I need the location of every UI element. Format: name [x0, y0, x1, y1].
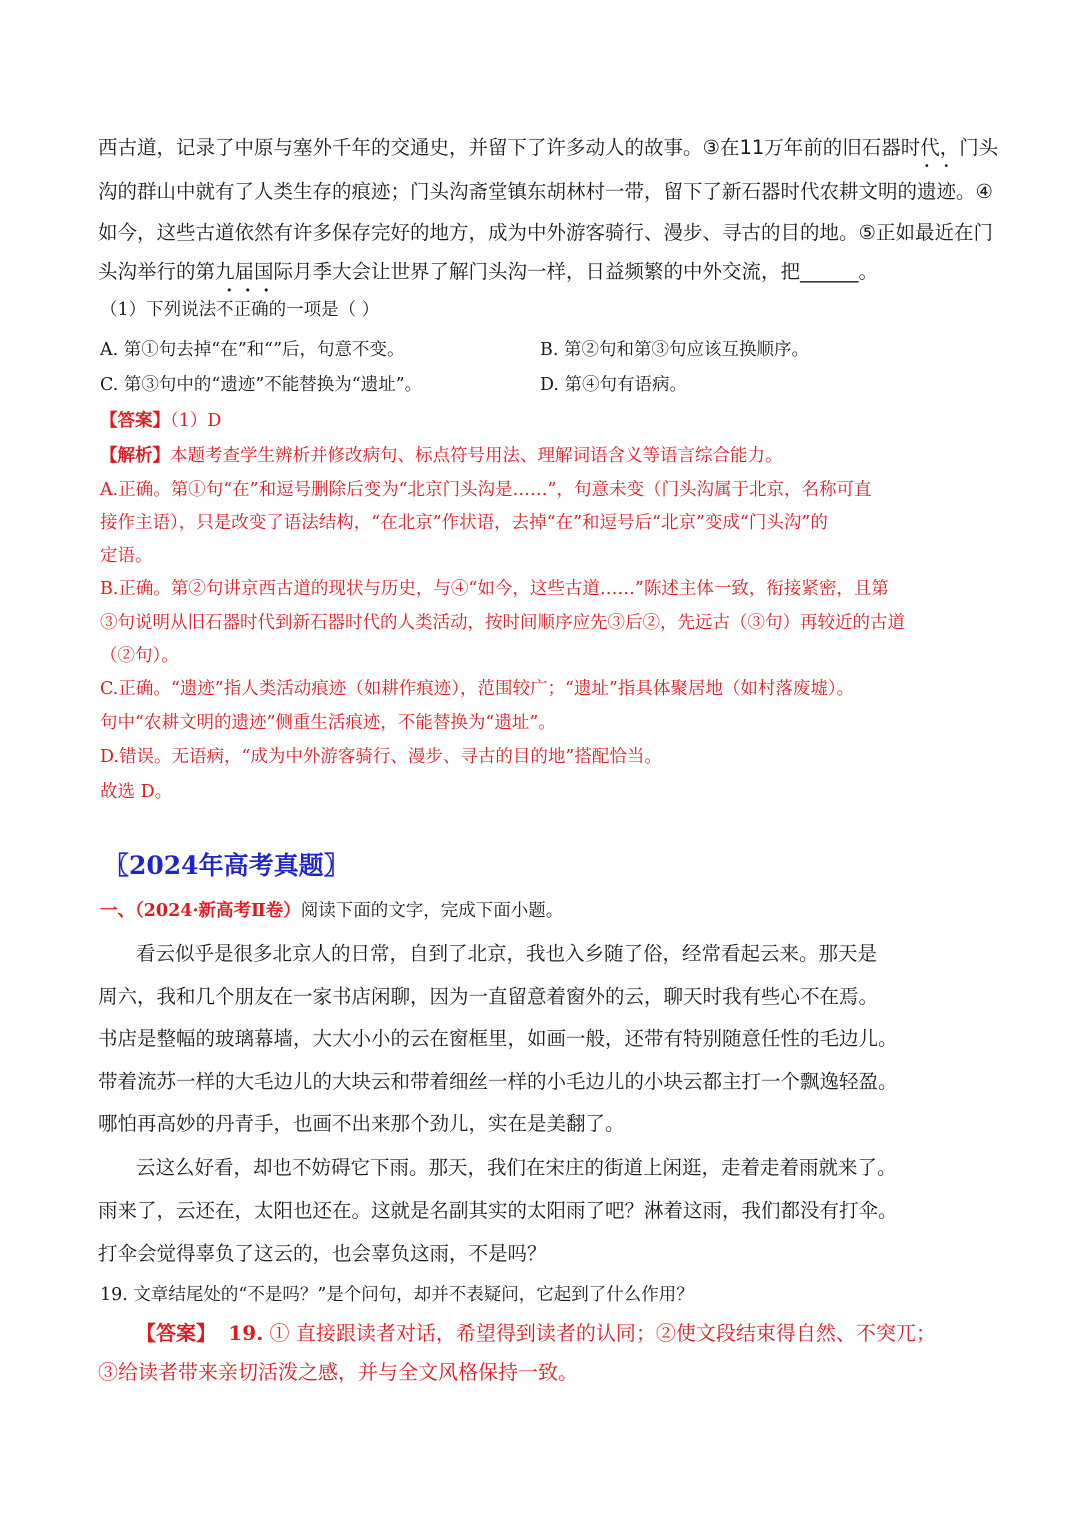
passage-line: 书店是整幅的玻璃幕墙，大大小小的云在窗框里，如画一般，还带有特别随意任性的毛边儿。	[98, 1027, 898, 1050]
passage-text: 沟的群山中就有了人类生存的痕迹；门头沟斋堂镇东胡林村一带，留下了新石器时代农耕文明的	[98, 180, 918, 203]
answer-label: 【答案】	[136, 1321, 216, 1345]
option-c: C. 第③句中的“遗迹”不能替换为“遗址”。	[100, 375, 423, 395]
emphasis-char: 遗	[917, 180, 937, 203]
answer-line	[100, 407, 221, 432]
question-source: （2024·新高考Ⅱ卷）	[135, 901, 301, 921]
answer-19-line: ③给读者带来亲切活泼之感，并与全文风格保持一致。	[98, 1360, 578, 1384]
passage-line: 西古道，记录了中原与塞外千年的交通史，并留下了许多动人的故事。③在11万年前的旧石器时代，门头	[98, 136, 999, 159]
passage-line	[98, 176, 993, 204]
answer-text: （1）D	[170, 411, 222, 431]
answer-19-line	[136, 1317, 936, 1346]
passage-line: 周六，我和几个朋友在一家书店闲聊，因为一直留意着窗外的云，聊天时我有些心不在焉。	[98, 985, 879, 1008]
analysis-line: C.正确。“遗迹”指人类活动痕迹（如耕作痕迹），范围较广；“遗址”指具体聚居地（如村落废墟）。	[100, 679, 855, 699]
question-number: 一、	[100, 901, 135, 921]
analysis-line: 句中“农耕文明的遗迹”侧重生活痕迹，不能替换为“遗址”。	[100, 713, 556, 733]
answer-number: 19.	[228, 1321, 264, 1345]
question-stem: （1）下列说法不正确的一项是（ ）	[100, 300, 380, 320]
analysis-line: 定语。	[100, 546, 153, 566]
analysis-line: B.正确。第②句讲京西古道的现状与历史，与④“如今，这些古道……”陈述主体一致，衔接紧密，且第	[100, 579, 889, 599]
analysis-line: D.错误。无语病，“成为中外游客骑行、漫步、寻古的目的地”搭配恰当。	[100, 747, 662, 767]
analysis-label: 【解析】	[100, 446, 170, 466]
passage-line: 雨来了，云还在，太阳也还在。这就是名副其实的太阳雨了吧？淋着这雨，我们都没有打伞。	[98, 1199, 898, 1222]
passage-line: 如今，这些古道依然有许多保存完好的地方，成为中外游客骑行、漫步、寻古的目的地。⑤正如最近在门	[98, 221, 993, 244]
question-intro	[100, 897, 563, 922]
passage-line: 打伞会觉得辜负了这云的，也会辜负这雨，不是吗？	[98, 1242, 547, 1265]
question-19: 19. 文章结尾处的“不是吗？”是个问句，却并不表疑问，它起到了什么作用？	[100, 1285, 694, 1305]
analysis-text: 本题考查学生辨析并修改病句、标点符号用法、理解词语含义等语言综合能力。	[170, 446, 783, 466]
analysis-line: ③句说明从旧石器时代到新石器时代的人类活动，按时间顺序应先③后②，先远古（③句）再较近的古道	[100, 613, 905, 633]
section-heading: 〖2024年高考真题〗	[104, 851, 349, 880]
passage-line: 看云似乎是很多北京人的日常，自到了北京，我也入乡随了俗，经常看起云来。那天是	[136, 942, 878, 965]
analysis-line: （②句）。	[100, 646, 179, 666]
analysis-line: A.正确。第①句“在”和逗号删除后变为“北京门头沟是……”，句意未变（门头沟属于北京，名称可直	[100, 480, 872, 500]
analysis-line: 接作主语），只是改变了语法结构，“在北京”作状语，去掉“在”和逗号后“北京”变成“门头沟”的	[100, 513, 828, 533]
passage-text: 。④	[956, 180, 994, 203]
analysis-line	[100, 442, 783, 467]
analysis-line: 故选 D。	[100, 782, 173, 802]
emphasis-dots: •••	[226, 284, 282, 297]
passage-line: 带着流苏一样的大毛边儿的大块云和带着细丝一样的小毛边儿的小块云都主打一个飘逸轻盈。	[98, 1070, 898, 1093]
option-a: A. 第①句去掉“在”和“”后，句意不变。	[100, 340, 405, 360]
answer-label: 【答案】	[100, 411, 170, 431]
emphasis-char: 迹	[936, 180, 957, 203]
answer-text: ① 直接跟读者对话，希望得到读者的认同；②使文段结束得自然、不突兀；	[269, 1321, 936, 1345]
passage-line: 云这么好看，却也不妨碍它下雨。那天，我们在宋庄的街道上闲逛，走着走着雨就来了。	[136, 1156, 897, 1179]
passage-line: 哪怕再高妙的丹青手，也画不出来那个劲儿，实在是美翻了。	[98, 1112, 625, 1135]
passage-line: 头沟举行的第九届国际月季大会让世界了解门头沟一样，日益频繁的中外交流，把______。	[98, 260, 879, 283]
option-d: D. 第④句有语病。	[540, 375, 688, 395]
question-intro-text: 阅读下面的文字，完成下面小题。	[300, 901, 564, 921]
option-b: B. 第②句和第③句应该互换顺序。	[540, 340, 809, 360]
